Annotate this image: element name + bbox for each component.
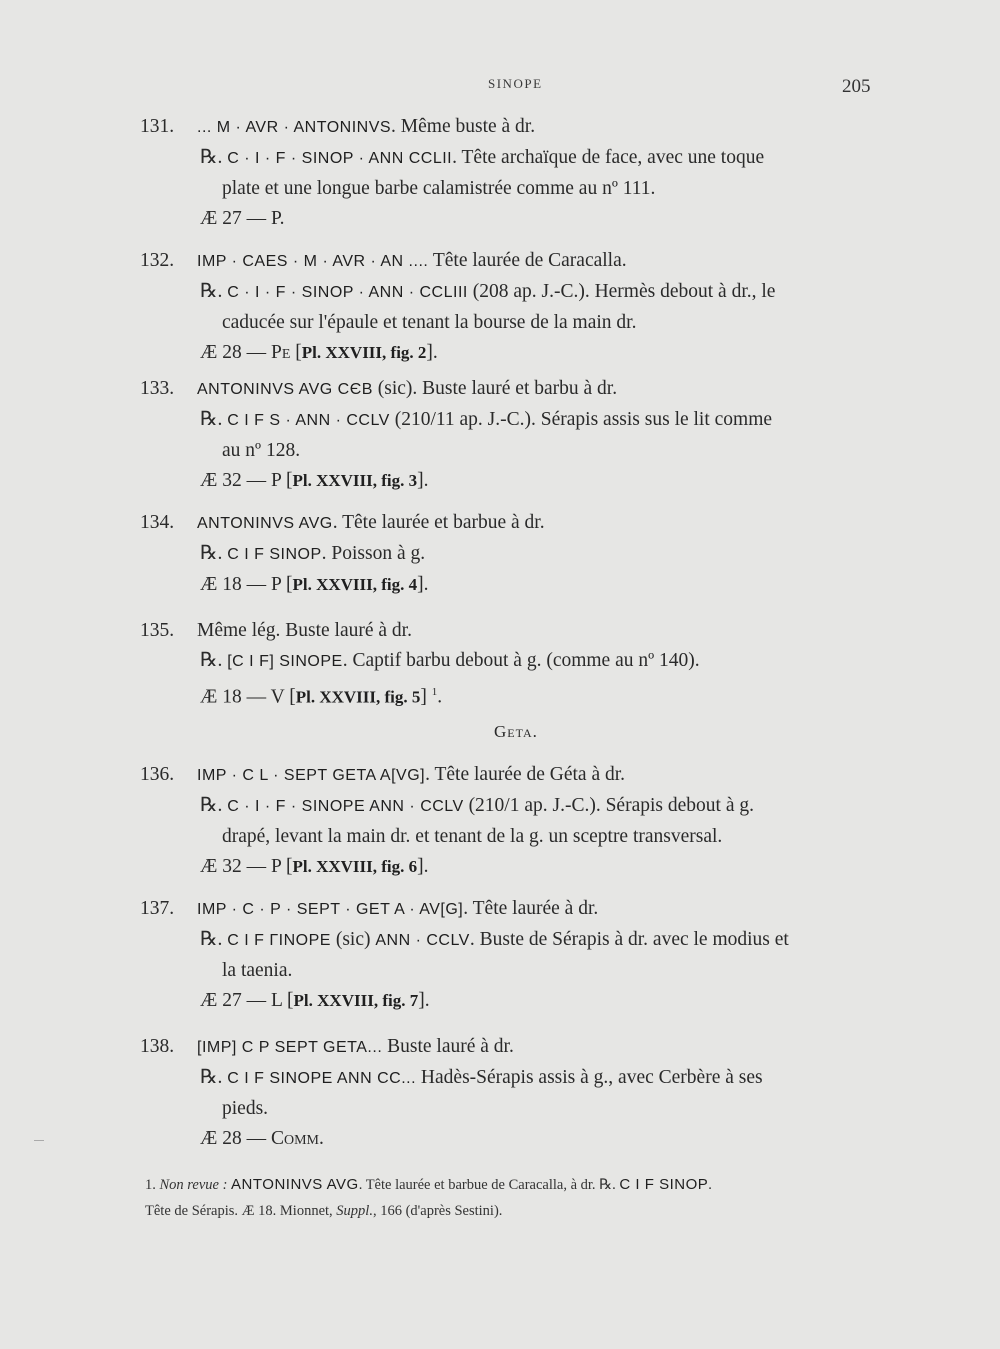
coin-legend: C · I · F · SINOP · ANN · CCLIII [227,284,468,301]
entry-number: 137. [140,898,175,919]
text-segment: . [319,1128,324,1149]
text-segment: au nº 128. [222,440,301,461]
plate-reference: Pl. XXVIII, fig. 2 [301,343,427,362]
text-segment: (208 ap. J.-C.). Hermès debout à dr., le [467,281,776,302]
text-segment: caducée sur l'épaule et tenant la bourse de la main dr. [222,312,637,333]
entry-line [140,277,900,308]
coin-legend: ANTONINVS AVG [197,515,333,532]
text-segment: Æ 18 — P [ [200,574,293,595]
entry-line [140,174,900,204]
text-segment: Hadès-Sérapis assis à g., avec Cerbère à ses [416,1067,763,1088]
plate-reference: Pl. XXVIII, fig. 4 [292,575,418,594]
entry-line [140,539,900,570]
footnote-line [145,1172,905,1198]
footnote [145,1172,905,1224]
catalogue-entry [140,760,900,882]
entry-line [140,986,900,1016]
coin-legend: ... M · AVR · ANTONINVS [197,119,392,136]
text-segment: . Tête laurée et barbue de Caracalla, à dr. ℞. [358,1177,620,1193]
text-segment: Buste lauré à dr. [382,1036,514,1057]
entry-line [140,374,900,405]
text-segment: Æ 28 — P [200,342,282,363]
text-segment: . Tête laurée et barbue à dr. [332,512,545,533]
coin-legend: C · I · F · SINOPE ANN · CCLV [227,798,464,815]
text-segment: . Poisson à g. [321,543,426,564]
coin-legend: C I F SINOP [227,546,322,563]
text-segment: ℞. [200,795,228,816]
entry-line [140,466,900,496]
text-segment: . Tête archaïque de face, avec une toque [452,147,765,168]
coin-legend: C I F ΓINOPE [227,932,331,949]
coin-legend: IMP · CAES · M · AVR · AN .... [197,253,429,270]
text-segment: ]. [417,470,429,491]
catalogue-entry [140,112,900,234]
text-segment: , 166 (d'après Sestini). [372,1203,503,1219]
coin-legend: IMP · C L · SEPT GETA A[VG] [197,767,426,784]
text-segment: drapé, levant la main dr. et tenant de la g. un sceptre transversal. [222,826,723,847]
text-segment: Suppl. [336,1203,373,1219]
entry-line [140,1063,900,1094]
text-segment: (sic). Buste lauré et barbu à dr. [372,378,618,399]
catalogue-entry [140,894,900,1016]
coin-legend: C I F SINOP [619,1176,709,1193]
text-segment: ]. [426,342,438,363]
entry-line [140,1124,900,1154]
text-segment: (210/11 ap. J.-C.). Sérapis assis sus le lit comme [389,409,773,430]
text-segment: Non revue : [159,1177,228,1193]
section-heading-geta: Geta. [494,722,538,741]
entry-line [140,112,900,143]
entry-line [140,852,900,882]
catalogue-entry [140,374,900,496]
text-segment: ℞. [200,1067,228,1088]
text-segment: . [708,1177,712,1193]
text-segment: [ [290,342,302,363]
text-segment: (210/1 ap. J.-C.). Sérapis debout à g. [463,795,754,816]
entry-line [140,646,900,677]
entry-line [140,894,900,925]
entry-number: 135. [140,620,175,641]
text-segment: ℞. [200,543,228,564]
plate-reference: Pl. XXVIII, fig. 7 [293,991,419,1010]
entry-line [140,1032,900,1063]
entry-line [140,405,900,436]
text-segment: Æ 27 — P. [200,208,285,229]
coin-legend: ANTONINVS AVG CЄB [197,381,373,398]
entry-line [140,204,900,234]
text-segment: ] [420,686,432,708]
coin-legend: ANTONINVS AVG [231,1176,359,1193]
margin-mark [34,1140,44,1141]
entry-line [140,677,900,713]
entry-line [140,436,900,466]
entry-line [140,925,900,956]
text-segment: . [437,686,443,708]
footnote-line [145,1198,905,1224]
text-segment: Æ 28 — C [200,1128,284,1149]
catalogue-entry [140,1032,900,1154]
text-segment: 1 [431,686,438,698]
text-segment: pieds. [222,1098,269,1119]
entry-line [140,308,900,338]
entry-number: 136. [140,764,175,785]
text-segment: Æ 18 — V [ [200,686,296,708]
entry-number: 134. [140,512,175,533]
text-segment: e [281,342,291,363]
text-segment: ℞. [200,147,228,168]
entry-line [140,570,900,600]
text-segment: ℞. [200,281,228,302]
coin-legend: C I F S · ANN · CCLV [227,412,390,429]
text-segment: (sic) [330,929,376,950]
running-head-title: SINOPE [488,76,543,91]
text-segment: ]. [417,856,429,877]
text-segment: . Tête laurée à dr. [463,898,599,919]
catalogue-entry [140,616,900,713]
text-segment: Æ 32 — P [ [200,856,293,877]
page-number: 205 [842,76,871,97]
entry-line [140,822,900,852]
entry-line [140,791,900,822]
text-segment: omm [283,1128,319,1149]
entry-line [140,246,900,277]
text-segment: . Même buste à dr. [391,116,536,137]
text-segment: . Captif barbu debout à g. (comme au nº 140). [342,650,700,671]
text-segment: ]. [417,574,429,595]
text-segment: Æ 32 — P [ [200,470,293,491]
text-segment: la taenia. [222,960,293,981]
text-segment: ]. [418,990,430,1011]
entry-number: 132. [140,250,175,271]
text-segment: ℞. [200,650,228,671]
entry-number: 133. [140,378,175,399]
coin-legend: [C I F] SINOPE [227,653,343,670]
text-segment: ℞. [200,409,228,430]
entry-line [140,956,900,986]
text-segment: ℞. [200,929,228,950]
coin-legend: IMP · C · P · SEPT · GET A · AV[G] [197,901,464,918]
entry-line [140,1094,900,1124]
plate-reference: Pl. XXVIII, fig. 6 [292,857,418,876]
coin-legend: [IMP] C P SEPT GETA... [197,1039,383,1056]
entry-line [140,760,900,791]
text-segment: . Buste de Sérapis à dr. avec le modius et [469,929,789,950]
entry-line [140,338,900,368]
text-segment: plate et une longue barbe calamistrée comme au nº 111. [222,178,656,199]
text-segment: Même lég. Buste lauré à dr. [197,620,412,641]
entry-line [140,143,900,174]
plate-reference: Pl. XXVIII, fig. 5 [295,687,421,707]
coin-legend: C · I · F · SINOP · ANN CCLII [227,150,453,167]
text-segment: Æ 27 — L [ [200,990,294,1011]
plate-reference: Pl. XXVIII, fig. 3 [292,471,418,490]
catalogue-entry [140,508,900,600]
entry-number: 131. [140,116,175,137]
coin-legend: ANN · CCLV [375,932,470,949]
catalogue-entry [140,246,900,368]
text-segment: . Tête laurée de Géta à dr. [425,764,626,785]
text-segment: 1. [145,1177,160,1193]
entry-number: 138. [140,1036,175,1057]
text-segment: Tête de Sérapis. Æ 18. Mionnet, [145,1203,337,1219]
coin-legend: C I F SINOPE ANN CC... [227,1070,417,1087]
entry-line [140,508,900,539]
text-segment: Tête laurée de Caracalla. [428,250,627,271]
entry-line [140,616,900,646]
